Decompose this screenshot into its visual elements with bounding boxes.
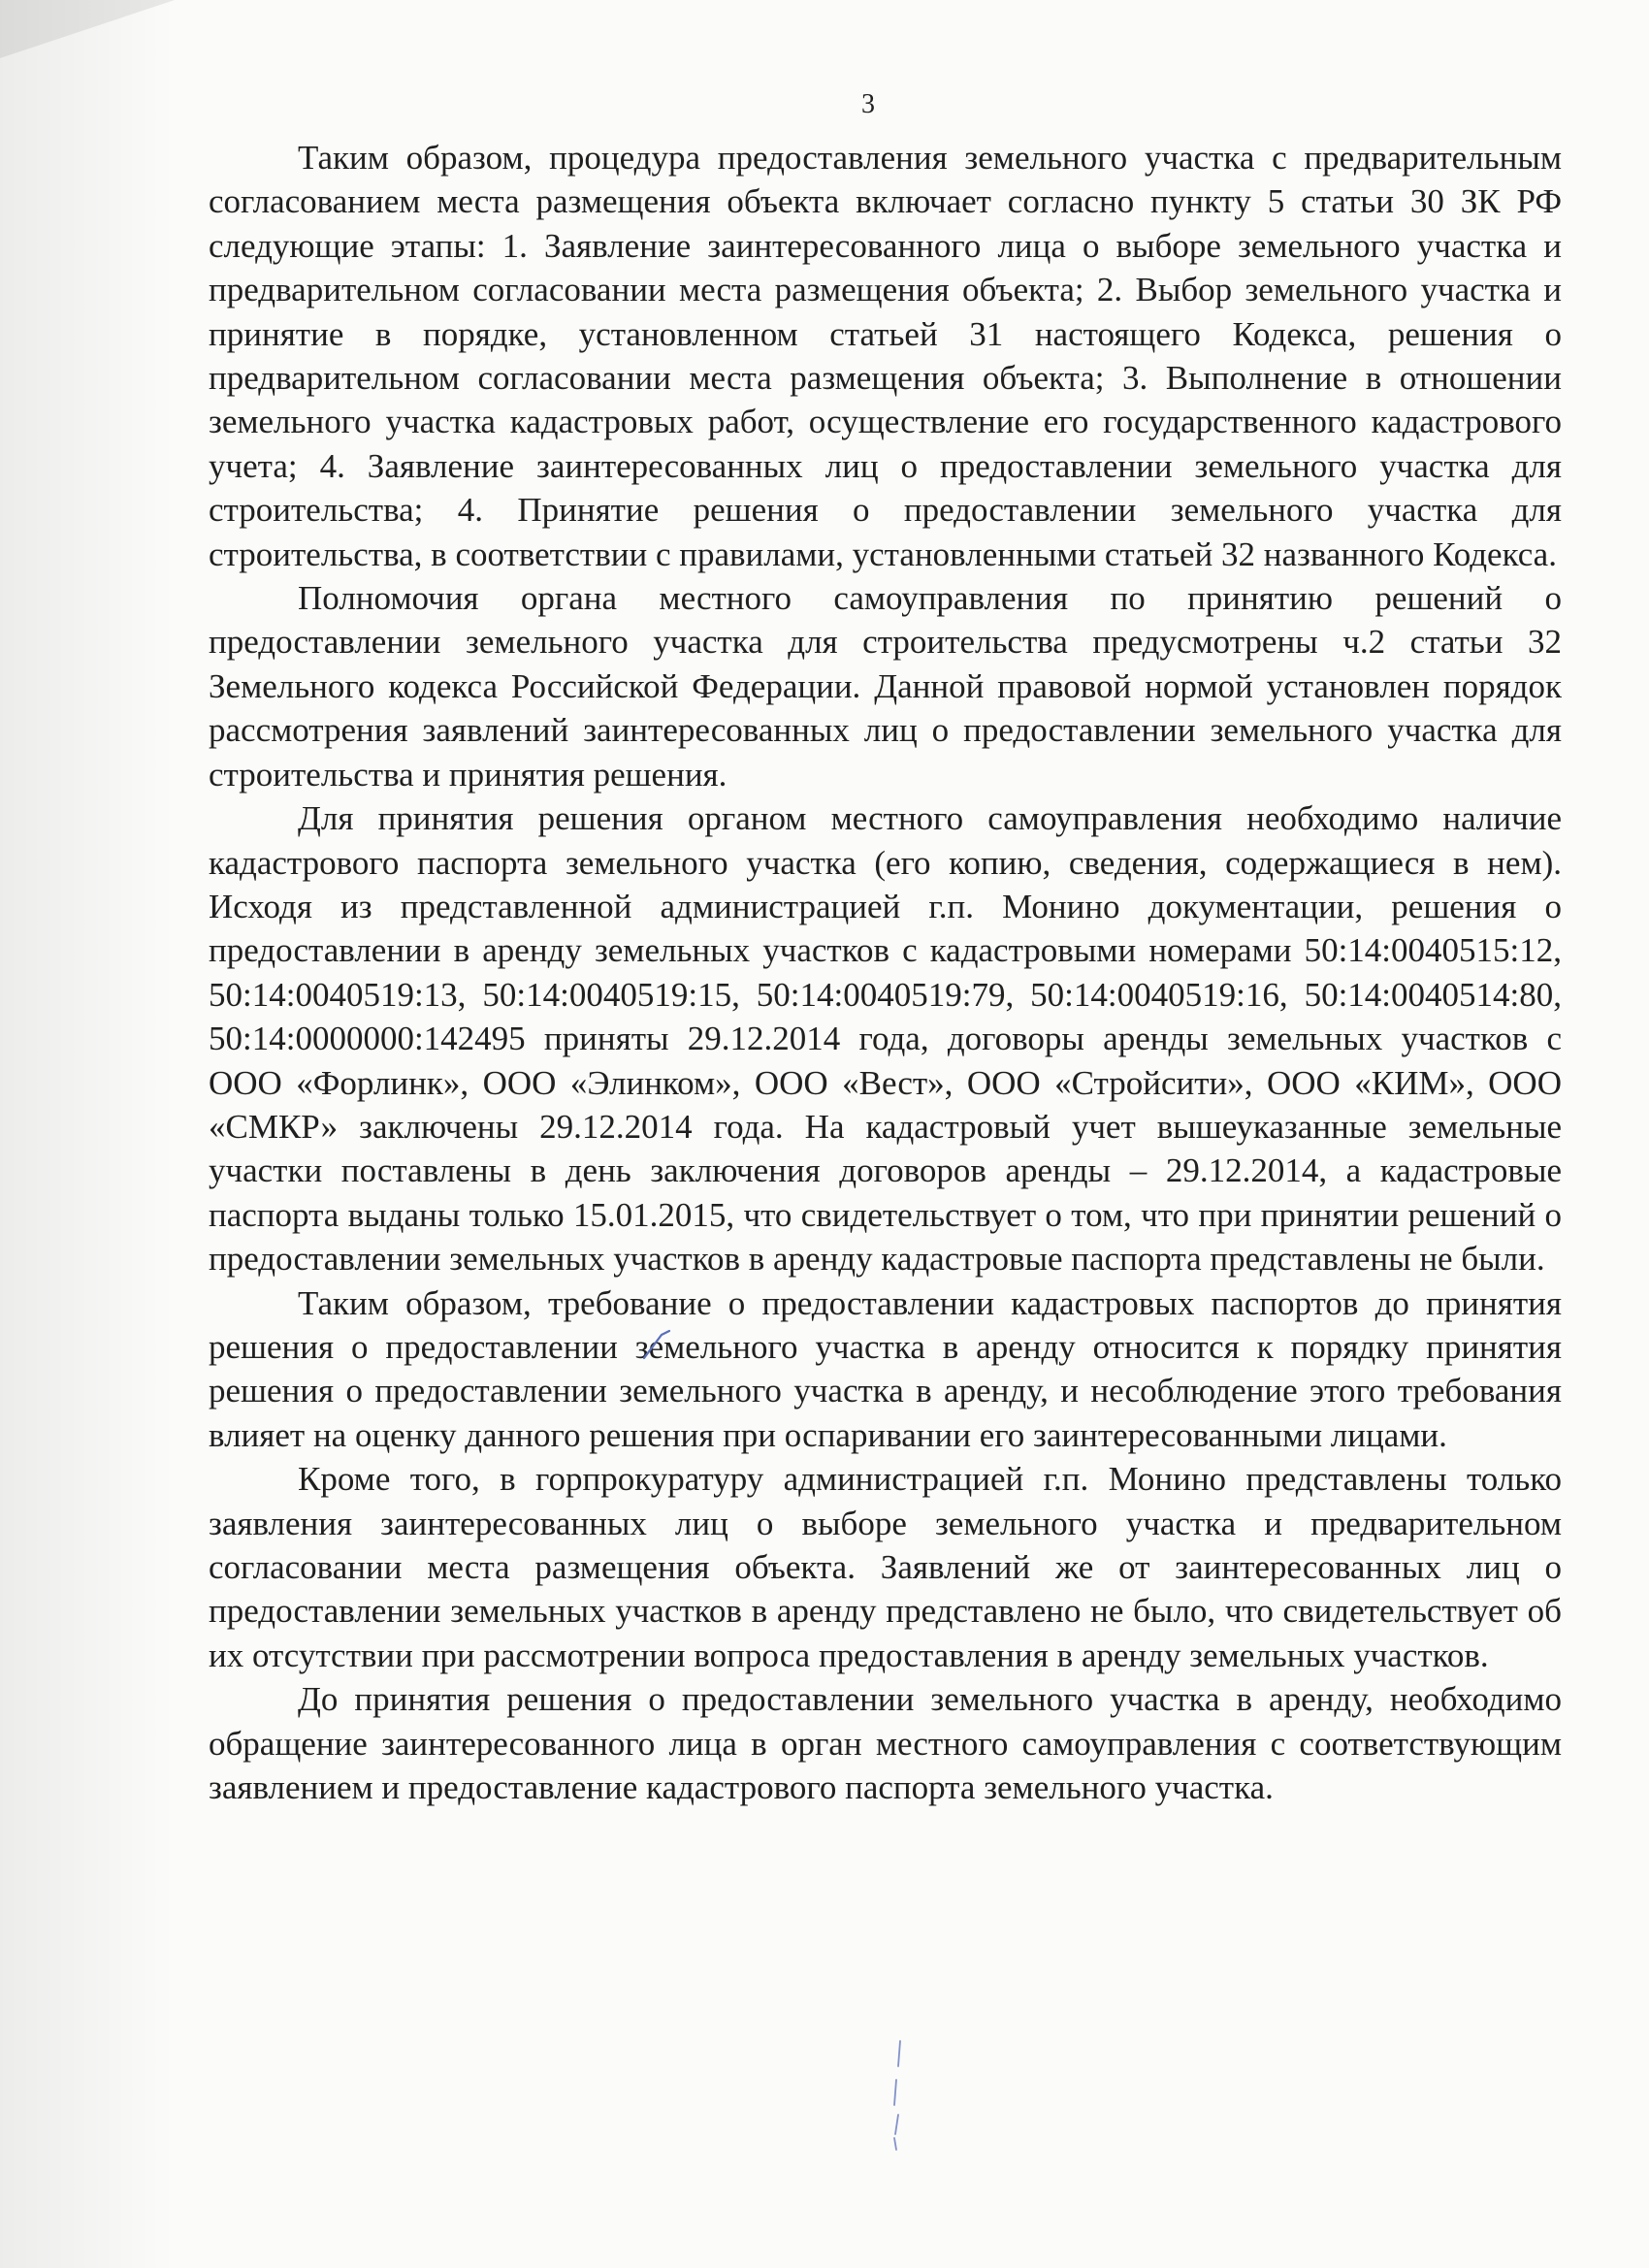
- paragraph-requirement-conclusion: Таким образом, требование о предоставлении кадастровых паспортов до принятия решения о предоставлении земельного участка в аренду относится к порядку принятия решения о предоставлении земельного участка в аренду, и несоблюдение этого требования влияет на оценку данного решения при оспаривании его заинтересованными лицами.: [209, 1283, 1562, 1454]
- paragraph-final-requirement: До принятия решения о предоставлении земельного участка в аренду, необходимо обращение заинтересованного лица в орган местного самоуправления с соответствующим заявлением и предоставление кадастрового паспорта земельного участка.: [209, 1680, 1562, 1807]
- scan-corner-shadow: [0, 0, 175, 58]
- pen-mark-scribble: [883, 2037, 912, 2154]
- paragraph-local-authority-powers: Полномочия органа местного самоуправления по принятию решений о предоставлении земельного участка для строительства предусмотрены ч.2 статьи 32 Земельного кодекса Российской Федерации. Данной правовой нормой установлен порядок рассмотрения заявлений заинтересованных лиц о предоставлении земельного участка для строительства и принятия решения.: [209, 579, 1562, 794]
- page-number: 3: [861, 89, 875, 119]
- scan-edge-shadow: [0, 0, 175, 2268]
- paragraph-procedure-stages: Таким образом, процедура предоставления земельного участка с предварительным согласованием места размещения объекта включает согласно пункту 5 статьи 30 ЗК РФ следующие этапы: 1. Заявление заинтересованного лица о выборе земельного участка и предварительном согласовании места размещения объекта; 2. Выбор земельного участка и принятие в порядке, установленном статьей 31 настоящего Кодекса, решения о предварительном согласовании места размещения объекта; 3. Выполнение в отношении земельного участка кадастровых работ, осуществление его государственного кадастрового учета; 4. Заявление заинтересованных лиц о предоставлении земельного участка для строительства; 4. Принятие решения о предоставлении земельного участка для строительства, в соответствии с правилами, установленными статьей 32 названного Кодекса.: [209, 139, 1562, 573]
- paragraph-applications-absent: Кроме того, в горпрокуратуру администрацией г.п. Монино представлены только заявления заинтересованных лиц о выборе земельного участка и предварительном согласовании места размещения объекта. Заявлений же от заинтересованных лиц о предоставлении земельных участков в аренду представлено не было, что свидетельствует об их отсутствии при рассмотрении вопроса предоставления в аренду земельных участков.: [209, 1460, 1562, 1674]
- document-body: [209, 136, 1562, 1809]
- paragraph-cadastral-passport: Для принятия решения органом местного самоуправления необходимо наличие кадастрового паспорта земельного участка (его копию, сведения, содержащиеся в нем). Исходя из представленной администрацией г.п. Монино документации, решения о предоставлении в аренду земельных участков с кадастровыми номерами 50:14:0040515:12, 50:14:0040519:13, 50:14:0040519:15, 50:14:0040519:79, 50:14:0040519:16, 50:14:0040514:80, 50:14:0000000:142495 приняты 29.12.2014 года, договоры аренды земельных участков с ООО «Форлинк», ООО «Элинком», ООО «Вест», ООО «Стройсити», ООО «КИМ», ООО «СМКР» заключены 29.12.2014 года. На кадастровый учет вышеуказанные земельные участки поставлены в день заключения договоров аренды – 29.12.2014, а кадастровые паспорта выданы только 15.01.2015, что свидетельствует о том, что при принятии решений о предоставлении земельных участков в аренду кадастровые паспорта представлены не были.: [209, 799, 1562, 1279]
